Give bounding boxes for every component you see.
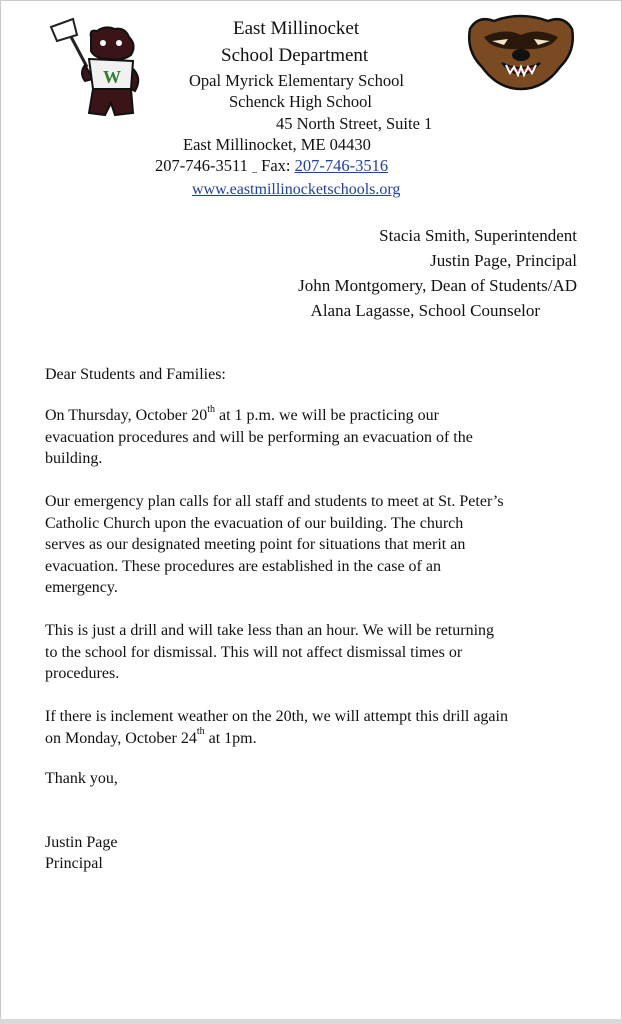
text-fragment: at 1 p.m. we will be practicing our [214, 407, 439, 424]
paragraph-line: This is just a drill and will take less than an hour. We will be returning [45, 622, 495, 639]
fax-label: Fax: [261, 156, 291, 175]
salutation: Dear Students and Families: [45, 366, 226, 383]
paragraph-line: If there is inclement weather on the 20th, we will attempt this drill again [45, 708, 508, 725]
closing: Thank you, [45, 770, 118, 787]
paragraph-weather [45, 706, 590, 749]
paragraph-drill-date [45, 405, 590, 470]
phone-separator: _ [252, 163, 258, 174]
staff-counselor: Alana Lagasse, School Counselor [310, 301, 540, 320]
street-address: 45 North Street, Suite 1 [276, 114, 433, 133]
paragraph-drill-info [45, 620, 590, 685]
paragraph-line: evacuation. These procedures are established in the case of an [45, 557, 441, 575]
ordinal-suffix: th [207, 403, 215, 415]
paragraph-emergency-plan [45, 491, 590, 599]
signature-title: Principal [45, 855, 103, 872]
fax-number-link[interactable]: 207-746-3516 [294, 156, 389, 175]
ordinal-suffix: th [196, 726, 205, 738]
paragraph-line [45, 728, 590, 750]
paragraph-line: serves as our designated meeting point for situations that merit an [45, 536, 466, 553]
staff-dean: John Montgomery, Dean of Students/AD [298, 276, 577, 295]
paragraph-line: Our emergency plan calls for all staff and students to meet at St. Peter’s [45, 493, 504, 510]
paragraph-line: evacuation procedures and will be performing an evacuation of the [45, 428, 473, 446]
paragraph-line: to the school for dismissal. This will not affect dismissal times or [45, 643, 463, 661]
paragraph-line: procedures. [45, 665, 120, 682]
district-name-line1: East Millinocket [233, 18, 360, 39]
page-bottom-edge [0, 1019, 622, 1024]
paragraph-line: Catholic Church upon the evacuation of our building. The church [45, 514, 464, 532]
mascot-with-flag-icon [43, 15, 145, 119]
paragraph-line: emergency. [45, 579, 118, 596]
website-link[interactable]: www.eastmillinocketschools.org [192, 181, 401, 198]
staff-principal: Justin Page, Principal [430, 251, 577, 270]
signature-name: Justin Page [45, 834, 118, 851]
paragraph-line [45, 405, 590, 427]
text-fragment: at 1pm. [204, 729, 257, 747]
wolverine-head-icon [464, 11, 578, 91]
school-name-high: Schenck High School [229, 92, 372, 111]
school-name-elementary: Opal Myrick Elementary School [189, 71, 404, 90]
district-name-line2: School Department [221, 45, 369, 66]
staff-list [298, 223, 577, 323]
city-state-zip: East Millinocket, ME 04430 [183, 135, 371, 154]
staff-superintendent: Stacia Smith, Superintendent [379, 226, 577, 245]
phone-fax-line [155, 156, 388, 179]
text-fragment: on Monday, October 24 [45, 729, 197, 747]
paragraph-line: building. [45, 450, 103, 467]
text-fragment: On Thursday, October 20 [45, 407, 208, 424]
phone-number: 207-746-3511 [155, 156, 248, 175]
logo-left-letter: W [103, 67, 121, 87]
